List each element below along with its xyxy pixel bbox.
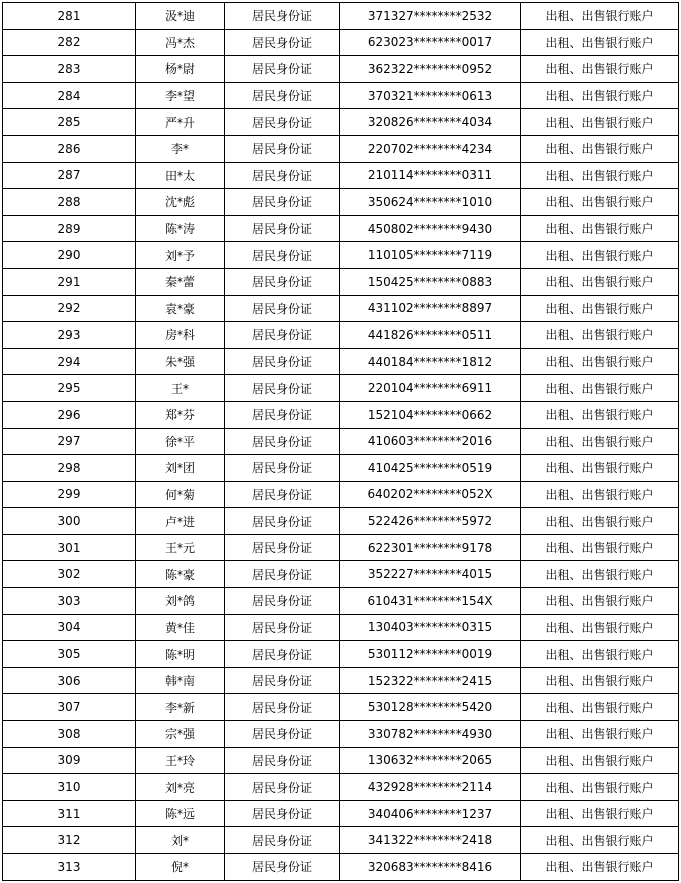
id-number-cell: 320683********8416	[340, 854, 521, 881]
reason-cell: 出租、出售银行账户	[521, 348, 679, 375]
name-cell: 王*元	[136, 534, 225, 561]
id-type-cell: 居民身份证	[225, 455, 340, 482]
row-number-cell: 303	[3, 588, 136, 615]
table-row	[3, 455, 679, 482]
reason-cell: 出租、出售银行账户	[521, 561, 679, 588]
reason-cell: 出租、出售银行账户	[521, 215, 679, 242]
id-number-cell: 450802********9430	[340, 215, 521, 242]
name-cell: 刘*团	[136, 455, 225, 482]
row-number-cell: 293	[3, 322, 136, 349]
id-type-cell: 居民身份证	[225, 481, 340, 508]
id-type-cell: 居民身份证	[225, 667, 340, 694]
id-type-cell: 居民身份证	[225, 694, 340, 721]
row-number-cell: 311	[3, 800, 136, 827]
table-row	[3, 428, 679, 455]
id-number-cell: 530128********5420	[340, 694, 521, 721]
id-number-cell: 152322********2415	[340, 667, 521, 694]
id-type-cell: 居民身份证	[225, 588, 340, 615]
table-row	[3, 800, 679, 827]
name-cell: 陈*涛	[136, 215, 225, 242]
id-number-cell: 432928********2114	[340, 774, 521, 801]
row-number-cell: 285	[3, 109, 136, 136]
id-number-cell: 410425********0519	[340, 455, 521, 482]
id-number-cell: 522426********5972	[340, 508, 521, 535]
id-type-cell: 居民身份证	[225, 3, 340, 30]
row-number-cell: 287	[3, 162, 136, 189]
row-number-cell: 313	[3, 854, 136, 881]
id-type-cell: 居民身份证	[225, 295, 340, 322]
id-number-cell: 130632********2065	[340, 747, 521, 774]
table-row	[3, 109, 679, 136]
reason-cell: 出租、出售银行账户	[521, 268, 679, 295]
id-type-cell: 居民身份证	[225, 215, 340, 242]
id-type-cell: 居民身份证	[225, 82, 340, 109]
name-cell: 冯*杰	[136, 29, 225, 56]
reason-cell: 出租、出售银行账户	[521, 667, 679, 694]
id-number-cell: 623023********0017	[340, 29, 521, 56]
records-table	[2, 2, 679, 881]
id-type-cell: 居民身份证	[225, 268, 340, 295]
id-type-cell: 居民身份证	[225, 800, 340, 827]
id-number-cell: 152104********0662	[340, 401, 521, 428]
id-type-cell: 居民身份证	[225, 348, 340, 375]
id-number-cell: 150425********0883	[340, 268, 521, 295]
table-row	[3, 481, 679, 508]
reason-cell: 出租、出售银行账户	[521, 401, 679, 428]
reason-cell: 出租、出售银行账户	[521, 189, 679, 216]
id-type-cell: 居民身份证	[225, 774, 340, 801]
id-type-cell: 居民身份证	[225, 641, 340, 668]
row-number-cell: 301	[3, 534, 136, 561]
id-number-cell: 110105********7119	[340, 242, 521, 269]
row-number-cell: 299	[3, 481, 136, 508]
id-number-cell: 220702********4234	[340, 135, 521, 162]
name-cell: 宗*强	[136, 721, 225, 748]
name-cell: 严*升	[136, 109, 225, 136]
id-number-cell: 210114********0311	[340, 162, 521, 189]
table-row	[3, 348, 679, 375]
id-type-cell: 居民身份证	[225, 614, 340, 641]
id-type-cell: 居民身份证	[225, 375, 340, 402]
id-type-cell: 居民身份证	[225, 135, 340, 162]
table-row	[3, 641, 679, 668]
id-number-cell: 640202********052X	[340, 481, 521, 508]
reason-cell: 出租、出售银行账户	[521, 854, 679, 881]
name-cell: 王*	[136, 375, 225, 402]
id-number-cell: 362322********0952	[340, 56, 521, 83]
table-row	[3, 694, 679, 721]
reason-cell: 出租、出售银行账户	[521, 534, 679, 561]
reason-cell: 出租、出售银行账户	[521, 481, 679, 508]
reason-cell: 出租、出售银行账户	[521, 375, 679, 402]
reason-cell: 出租、出售银行账户	[521, 747, 679, 774]
table-row	[3, 747, 679, 774]
id-type-cell: 居民身份证	[225, 242, 340, 269]
id-type-cell: 居民身份证	[225, 56, 340, 83]
table-row	[3, 721, 679, 748]
name-cell: 刘*鸽	[136, 588, 225, 615]
id-number-cell: 410603********2016	[340, 428, 521, 455]
row-number-cell: 282	[3, 29, 136, 56]
row-number-cell: 312	[3, 827, 136, 854]
id-number-cell: 320826********4034	[340, 109, 521, 136]
name-cell: 郑*芬	[136, 401, 225, 428]
row-number-cell: 283	[3, 56, 136, 83]
table-row	[3, 295, 679, 322]
table-row	[3, 534, 679, 561]
name-cell: 田*太	[136, 162, 225, 189]
row-number-cell: 307	[3, 694, 136, 721]
id-type-cell: 居民身份证	[225, 189, 340, 216]
id-type-cell: 居民身份证	[225, 322, 340, 349]
table-row	[3, 135, 679, 162]
row-number-cell: 288	[3, 189, 136, 216]
id-type-cell: 居民身份证	[225, 162, 340, 189]
id-number-cell: 341322********2418	[340, 827, 521, 854]
reason-cell: 出租、出售银行账户	[521, 428, 679, 455]
name-cell: 陈*远	[136, 800, 225, 827]
id-number-cell: 530112********0019	[340, 641, 521, 668]
reason-cell: 出租、出售银行账户	[521, 614, 679, 641]
table-row	[3, 561, 679, 588]
name-cell: 何*菊	[136, 481, 225, 508]
row-number-cell: 292	[3, 295, 136, 322]
table-row	[3, 268, 679, 295]
name-cell: 杨*尉	[136, 56, 225, 83]
name-cell: 徐*平	[136, 428, 225, 455]
name-cell: 王*玲	[136, 747, 225, 774]
table-row	[3, 322, 679, 349]
reason-cell: 出租、出售银行账户	[521, 29, 679, 56]
id-type-cell: 居民身份证	[225, 854, 340, 881]
row-number-cell: 294	[3, 348, 136, 375]
id-number-cell: 130403********0315	[340, 614, 521, 641]
name-cell: 沈*彪	[136, 189, 225, 216]
table-row	[3, 588, 679, 615]
table-row	[3, 614, 679, 641]
row-number-cell: 289	[3, 215, 136, 242]
reason-cell: 出租、出售银行账户	[521, 162, 679, 189]
reason-cell: 出租、出售银行账户	[521, 242, 679, 269]
name-cell: 韩*南	[136, 667, 225, 694]
table-row	[3, 667, 679, 694]
row-number-cell: 281	[3, 3, 136, 30]
table-row	[3, 854, 679, 881]
table-row	[3, 82, 679, 109]
id-type-cell: 居民身份证	[225, 401, 340, 428]
reason-cell: 出租、出售银行账户	[521, 827, 679, 854]
id-number-cell: 370321********0613	[340, 82, 521, 109]
id-number-cell: 350624********1010	[340, 189, 521, 216]
table-row	[3, 29, 679, 56]
row-number-cell: 310	[3, 774, 136, 801]
row-number-cell: 298	[3, 455, 136, 482]
id-number-cell: 330782********4930	[340, 721, 521, 748]
name-cell: 倪*	[136, 854, 225, 881]
reason-cell: 出租、出售银行账户	[521, 800, 679, 827]
row-number-cell: 309	[3, 747, 136, 774]
id-type-cell: 居民身份证	[225, 109, 340, 136]
reason-cell: 出租、出售银行账户	[521, 588, 679, 615]
reason-cell: 出租、出售银行账户	[521, 455, 679, 482]
name-cell: 黄*佳	[136, 614, 225, 641]
table-row	[3, 401, 679, 428]
row-number-cell: 305	[3, 641, 136, 668]
row-number-cell: 297	[3, 428, 136, 455]
row-number-cell: 291	[3, 268, 136, 295]
table-row	[3, 189, 679, 216]
name-cell: 李*	[136, 135, 225, 162]
name-cell: 朱*强	[136, 348, 225, 375]
id-type-cell: 居民身份证	[225, 827, 340, 854]
reason-cell: 出租、出售银行账户	[521, 641, 679, 668]
table-row	[3, 508, 679, 535]
row-number-cell: 306	[3, 667, 136, 694]
table-row	[3, 56, 679, 83]
reason-cell: 出租、出售银行账户	[521, 322, 679, 349]
name-cell: 陈*明	[136, 641, 225, 668]
id-number-cell: 440184********1812	[340, 348, 521, 375]
id-type-cell: 居民身份证	[225, 721, 340, 748]
name-cell: 刘*	[136, 827, 225, 854]
row-number-cell: 300	[3, 508, 136, 535]
table-row	[3, 162, 679, 189]
name-cell: 李*望	[136, 82, 225, 109]
reason-cell: 出租、出售银行账户	[521, 721, 679, 748]
table-row	[3, 827, 679, 854]
name-cell: 刘*亮	[136, 774, 225, 801]
id-number-cell: 431102********8897	[340, 295, 521, 322]
reason-cell: 出租、出售银行账户	[521, 508, 679, 535]
id-type-cell: 居民身份证	[225, 508, 340, 535]
row-number-cell: 296	[3, 401, 136, 428]
name-cell: 陈*豪	[136, 561, 225, 588]
reason-cell: 出租、出售银行账户	[521, 135, 679, 162]
row-number-cell: 295	[3, 375, 136, 402]
table-row	[3, 3, 679, 30]
id-number-cell: 441826********0511	[340, 322, 521, 349]
reason-cell: 出租、出售银行账户	[521, 295, 679, 322]
records-table-body	[3, 3, 679, 881]
table-row	[3, 774, 679, 801]
name-cell: 卢*进	[136, 508, 225, 535]
id-number-cell: 340406********1237	[340, 800, 521, 827]
name-cell: 袁*豪	[136, 295, 225, 322]
reason-cell: 出租、出售银行账户	[521, 56, 679, 83]
reason-cell: 出租、出售银行账户	[521, 774, 679, 801]
id-type-cell: 居民身份证	[225, 561, 340, 588]
name-cell: 秦*蕾	[136, 268, 225, 295]
id-number-cell: 610431********154X	[340, 588, 521, 615]
reason-cell: 出租、出售银行账户	[521, 3, 679, 30]
id-number-cell: 371327********2532	[340, 3, 521, 30]
row-number-cell: 302	[3, 561, 136, 588]
row-number-cell: 290	[3, 242, 136, 269]
name-cell: 汲*迪	[136, 3, 225, 30]
row-number-cell: 286	[3, 135, 136, 162]
reason-cell: 出租、出售银行账户	[521, 82, 679, 109]
id-number-cell: 352227********4015	[340, 561, 521, 588]
table-row	[3, 242, 679, 269]
table-row	[3, 375, 679, 402]
id-type-cell: 居民身份证	[225, 428, 340, 455]
id-type-cell: 居民身份证	[225, 29, 340, 56]
row-number-cell: 304	[3, 614, 136, 641]
id-type-cell: 居民身份证	[225, 534, 340, 561]
name-cell: 房*科	[136, 322, 225, 349]
reason-cell: 出租、出售银行账户	[521, 109, 679, 136]
id-number-cell: 622301********9178	[340, 534, 521, 561]
name-cell: 刘*予	[136, 242, 225, 269]
name-cell: 李*新	[136, 694, 225, 721]
row-number-cell: 308	[3, 721, 136, 748]
reason-cell: 出租、出售银行账户	[521, 694, 679, 721]
id-number-cell: 220104********6911	[340, 375, 521, 402]
id-type-cell: 居民身份证	[225, 747, 340, 774]
row-number-cell: 284	[3, 82, 136, 109]
table-row	[3, 215, 679, 242]
